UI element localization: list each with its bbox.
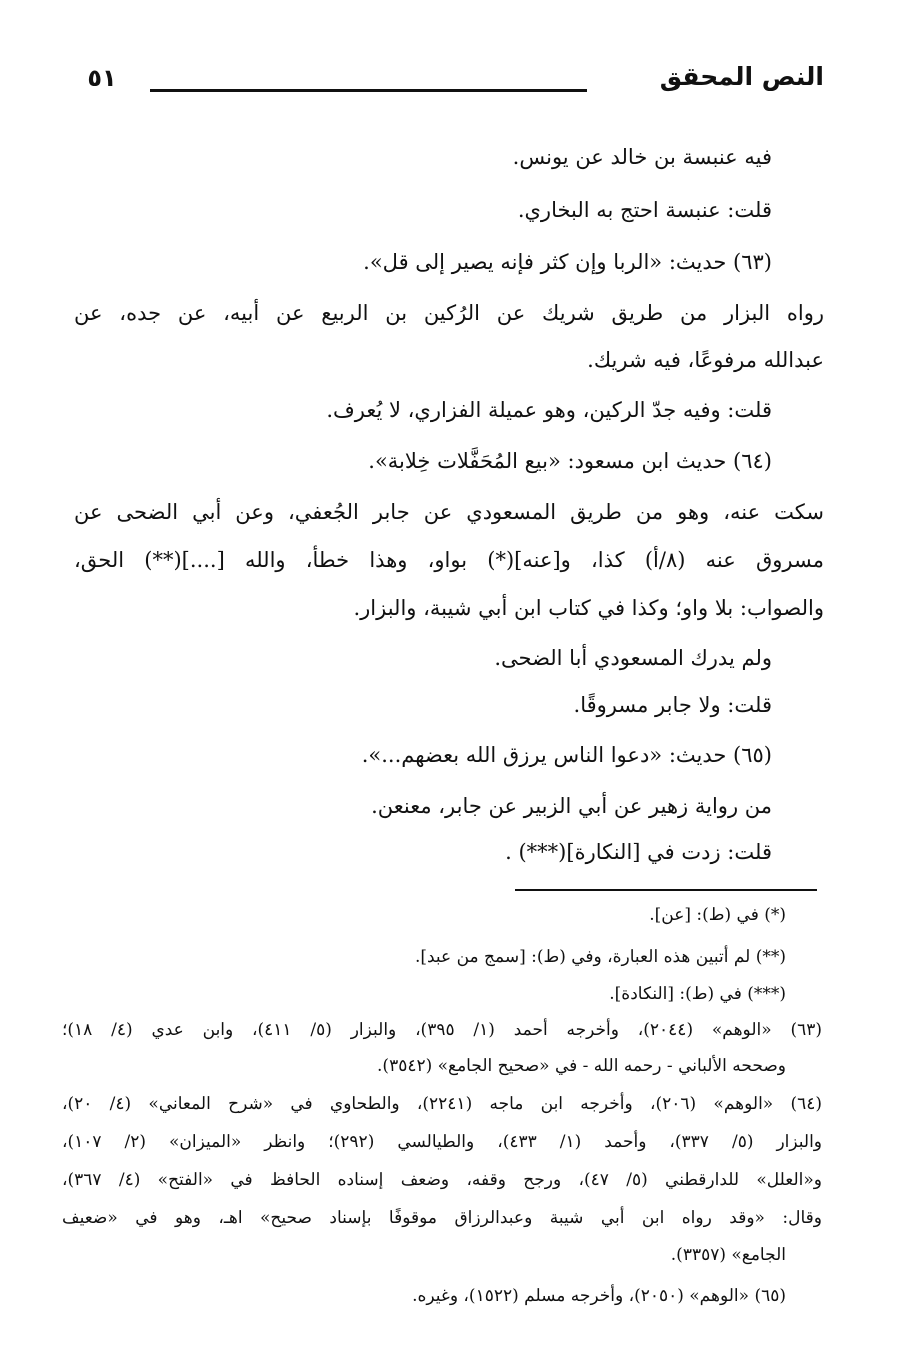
- body-line: فيه عنبسة بن خالد عن يونس.: [512, 145, 772, 169]
- footnote-line: والبزار (٥/ ٣٣٧)، وأحمد (١/ ٤٣٣)، والطيالسي (٢٩٢)؛ وانظر «الميزان» (٢/ ١٠٧)،: [62, 1132, 823, 1152]
- footnote-line: وقال: «وقد رواه ابن أبي شيبة وعبدالرزاق موقوفًا بإسناد صحيح» اهـ، وهو في «ضعيف: [62, 1208, 822, 1228]
- footnote-line: (٦٣) «الوهم» (٢٠٤٤)، وأخرجه أحمد (١/ ٣٩٥)، والبزار (٥/ ٤١١)، وابن عدي (٤/ ١٨)؛: [62, 1020, 822, 1040]
- footnote-line: وصححه الألباني - رحمه الله - في «صحيح الجامع» (٣٥٤٢).: [377, 1056, 786, 1076]
- footnote-line: (*) في (ط): [عن].: [649, 905, 786, 925]
- footnote-line: (**) لم أتبين هذه العبارة، وفي (ط): [سمج من عبد].: [414, 947, 786, 967]
- page-number: ٥١: [87, 64, 117, 92]
- footnote-line: (٦٤) «الوهم» (٢٠٦)، وأخرجه ابن ماجه (٢٢٤١)، والطحاوي في «شرح المعاني» (٤/ ٢٠)،: [62, 1094, 822, 1114]
- body-line: والصواب: بلا واو؛ وكذا في كتاب ابن أبي شيبة، والبزار.: [353, 596, 824, 620]
- footnote-line: و«العلل» للدارقطني (٥/ ٤٧)، ورجح وقفه، وضعف إسناده الحافظ في «الفتح» (٤/ ٣٦٧)،: [62, 1170, 823, 1190]
- footnote-line: الجامع» (٣٣٥٧).: [670, 1245, 786, 1265]
- footnote-line: (٦٥) «الوهم» (٢٠٥٠)، وأخرجه مسلم (١٥٢٢)، وغيره.: [412, 1286, 786, 1306]
- body-line: قلت: عنبسة احتج به البخاري.: [517, 198, 772, 222]
- footnote-line: (***) في (ط): [النكادة].: [609, 984, 786, 1004]
- body-line: (٦٤) حديث ابن مسعود: «بيع المُحَفَّلات خِلابة».: [368, 449, 772, 473]
- body-line: (٦٥) حديث: «دعوا الناس يرزق الله بعضهم...».: [361, 743, 772, 767]
- body-line: من رواية زهير عن أبي الزبير عن جابر، معنعن.: [371, 794, 772, 818]
- body-line: قلت: ولا جابر مسروقًا.: [573, 693, 772, 717]
- body-line: رواه البزار من طريق شريك عن الرُكين بن الربيع عن أبيه، عن جده، عن: [74, 301, 824, 325]
- body-line: قلت: وفيه جدّ الركين، وهو عميلة الفزاري، لا يُعرف.: [326, 398, 772, 422]
- body-line: مسروق عنه (٨/أ) كذا، و[عنه](*) بواو، وهذا خطأ، والله [....](**) الحق،: [74, 548, 824, 572]
- body-line: (٦٣) حديث: «الربا وإن كثر فإنه يصير إلى قل».: [363, 250, 772, 274]
- body-line: سكت عنه، وهو من طريق المسعودي عن جابر الجُعفي، وعن أبي الضحى عن: [74, 500, 824, 524]
- body-line: قلت: زدت في [النكارة](***) .: [505, 840, 772, 864]
- footnote-separator: [515, 889, 817, 891]
- body-line: عبدالله مرفوعًا، فيه شريك.: [587, 348, 824, 372]
- page-header-title: النص المحقق: [659, 62, 824, 91]
- body-line: ولم يدرك المسعودي أبا الضحى.: [494, 646, 772, 670]
- header-rule: [150, 89, 587, 92]
